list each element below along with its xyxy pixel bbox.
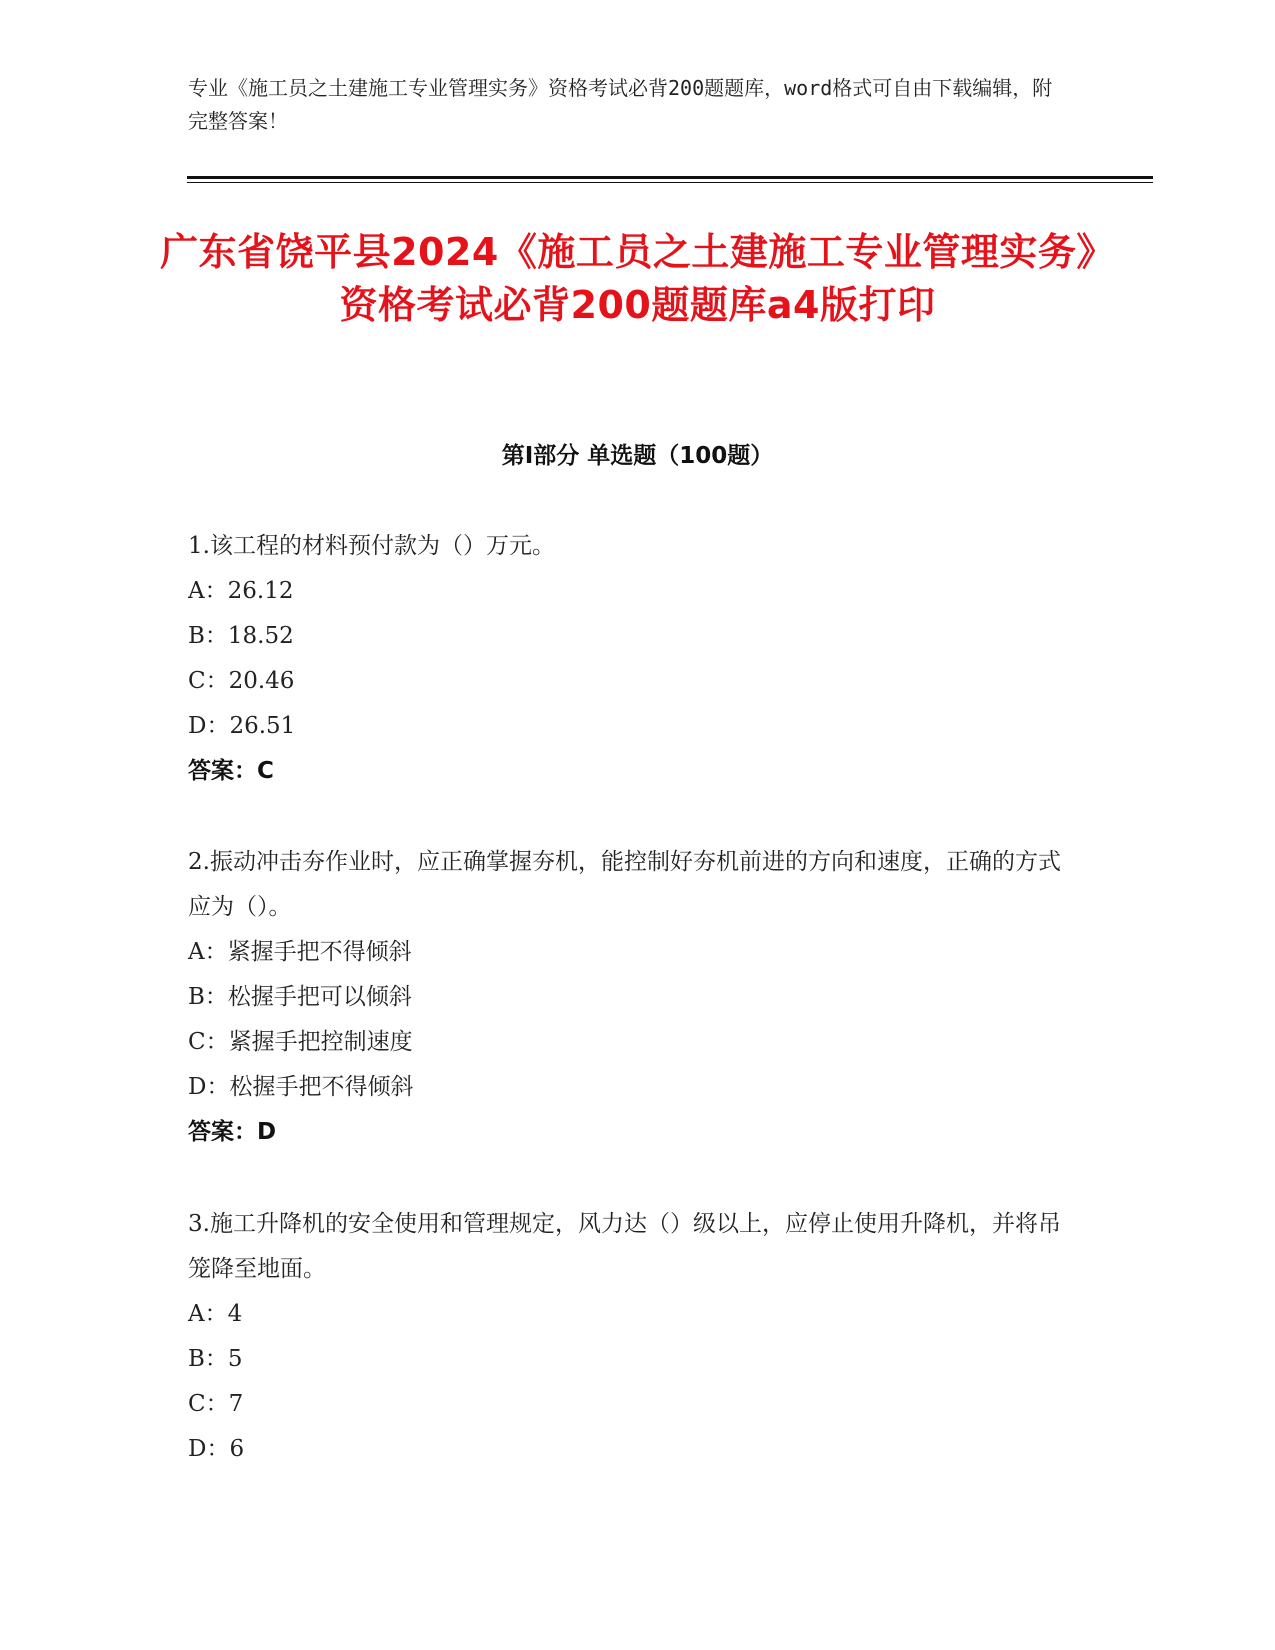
option-c: C：7 xyxy=(188,1391,244,1417)
section-title: 第I部分 单选题（100题） xyxy=(501,443,774,469)
header-note: 专业《施工员之土建施工专业管理实务》资格考试必背200题题库，word格式可自由下载编辑，附完整答案！ xyxy=(188,76,1053,133)
question-3 xyxy=(188,1202,1068,1472)
header-divider-thin xyxy=(187,182,1153,183)
option-a: A：4 xyxy=(188,1301,243,1327)
option-b: B：松握手把可以倾斜 xyxy=(188,984,412,1010)
question-text: 3.施工升降机的安全使用和管理规定，风力达（）级以上，应停止使用升降机，并将吊笼降至地面。 xyxy=(188,1211,1061,1282)
option-d: D：松握手把不得倾斜 xyxy=(188,1074,414,1100)
question-2 xyxy=(188,840,1068,1155)
option-d: D：6 xyxy=(188,1436,245,1462)
option-a: A：26.12 xyxy=(188,578,294,604)
header-divider-thick xyxy=(187,176,1153,179)
answer: 答案：D xyxy=(188,1119,277,1145)
option-c: C：20.46 xyxy=(188,668,295,694)
option-b: B：5 xyxy=(188,1346,243,1372)
option-a: A：紧握手把不得倾斜 xyxy=(188,939,412,965)
answer: 答案：C xyxy=(188,758,274,784)
question-text: 2.振动冲击夯作业时，应正确掌握夯机，能控制好夯机前进的方向和速度，正确的方式应为（）。 xyxy=(188,849,1061,920)
document-title: 广东省饶平县2024《施工员之土建施工专业管理实务》资格考试必背200题题库a4版打印 xyxy=(160,230,1115,327)
option-c: C：紧握手把控制速度 xyxy=(188,1029,413,1055)
question-text: 1.该工程的材料预付款为（）万元。 xyxy=(188,533,555,559)
question-1 xyxy=(188,524,1068,794)
option-d: D：26.51 xyxy=(188,713,296,739)
option-b: B：18.52 xyxy=(188,623,294,649)
